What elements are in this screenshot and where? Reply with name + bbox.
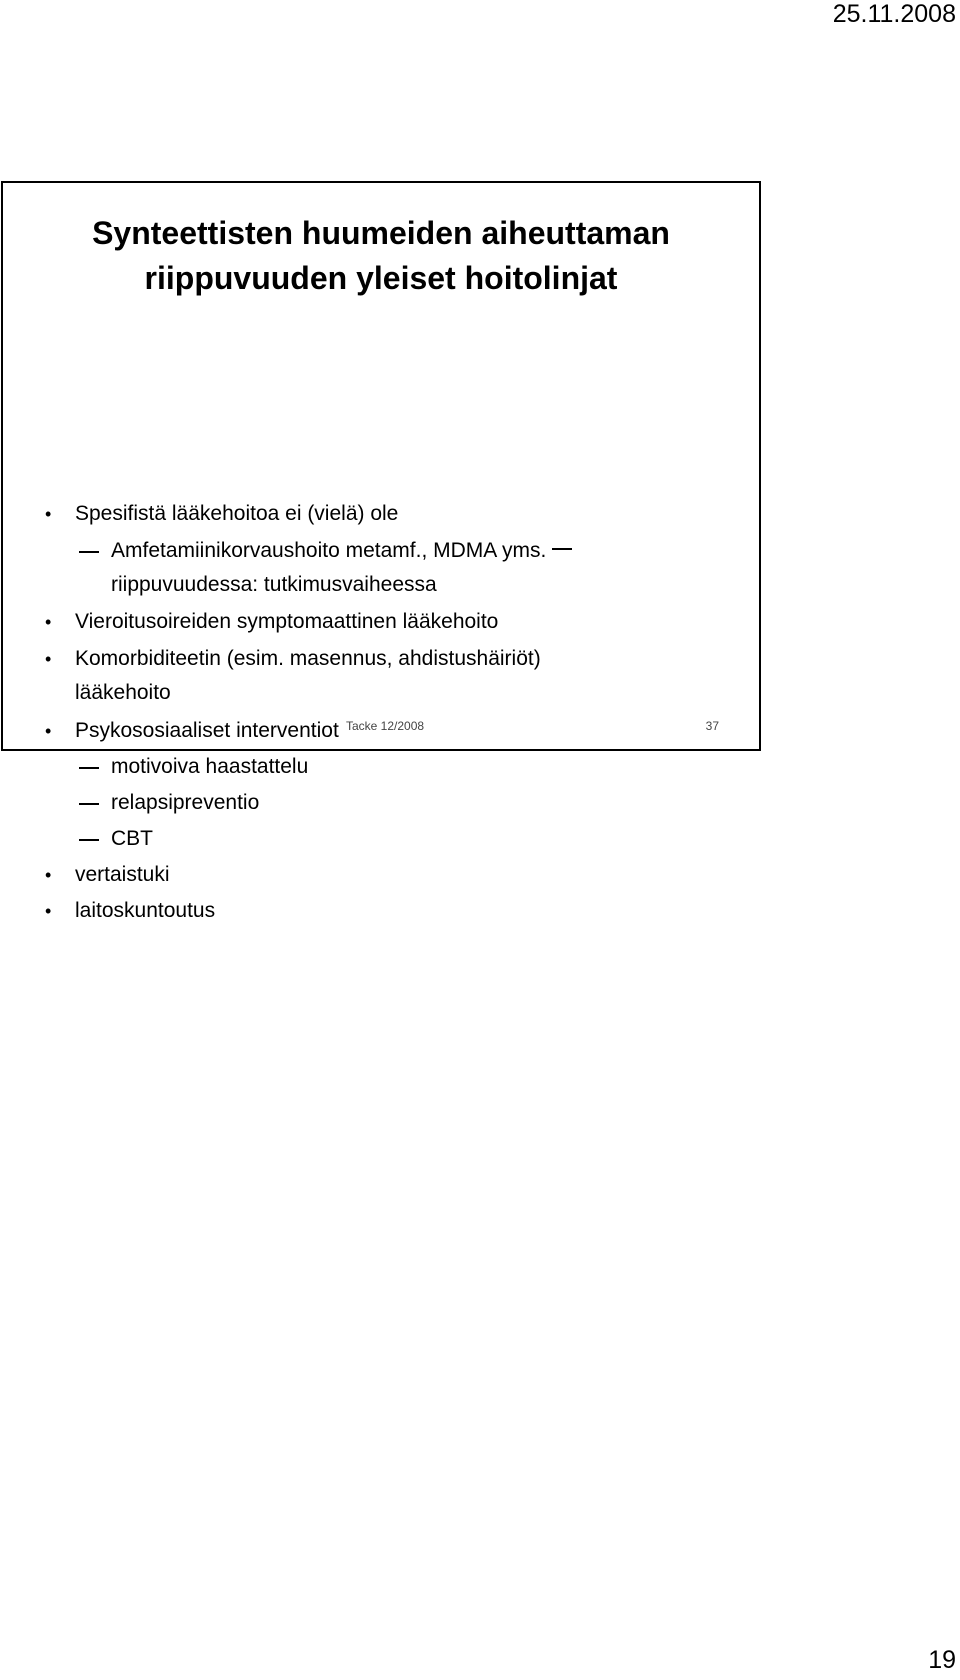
- page-date: 25.11.2008: [832, 0, 956, 28]
- bullet-item-text: lääkehoito: [75, 681, 171, 704]
- page-number: 19: [928, 1646, 956, 1674]
- dash-icon: [79, 767, 99, 769]
- sub-item-text: CBT: [111, 827, 153, 850]
- sub-item-text: relapsipreventio: [111, 791, 260, 814]
- slide-title: [23, 211, 739, 301]
- bullet-item-text: vertaistuki: [75, 863, 170, 886]
- slide-footer: Tacke 12/2008: [346, 719, 425, 733]
- bullet-item-text: Psykososiaaliset interventiot: [75, 719, 339, 742]
- slide-title-line-2: riippuvuuden yleiset hoitolinjat: [144, 260, 618, 296]
- sub-item-text: [111, 539, 572, 563]
- sub-item-text: motivoiva haastattelu: [111, 755, 309, 778]
- bullet-item-text: laitoskuntoutus: [75, 899, 216, 922]
- slide-number: 37: [705, 719, 719, 733]
- bullet-icon: •: [45, 721, 52, 741]
- dash-icon: [552, 548, 572, 550]
- bullet-item-text: Vieroitusoireiden symptomaattinen lääkehoito: [75, 610, 499, 633]
- dash-icon: [79, 803, 99, 805]
- sub-item-text-part: Amfetamiinikorvaushoito metamf., MDMA yms.: [111, 539, 547, 562]
- dash-icon: [79, 839, 99, 841]
- bullet-icon: •: [45, 901, 52, 921]
- bullet-icon: •: [45, 612, 52, 632]
- bullet-icon: •: [45, 865, 52, 885]
- slide: [1, 181, 761, 922]
- bullet-item-text: Komorbiditeetin (esim. masennus, ahdistushäiriöt): [75, 647, 541, 670]
- bullet-icon: •: [45, 649, 52, 669]
- slide-title-line-1: Synteettisten huumeiden aiheuttaman: [92, 215, 670, 251]
- sub-item-text: riippuvuudessa: tutkimusvaiheessa: [111, 573, 437, 596]
- dash-icon: [79, 551, 99, 553]
- bullet-item-text: Spesifistä lääkehoitoa ei (vielä) ole: [75, 502, 399, 525]
- bullet-icon: •: [45, 504, 52, 524]
